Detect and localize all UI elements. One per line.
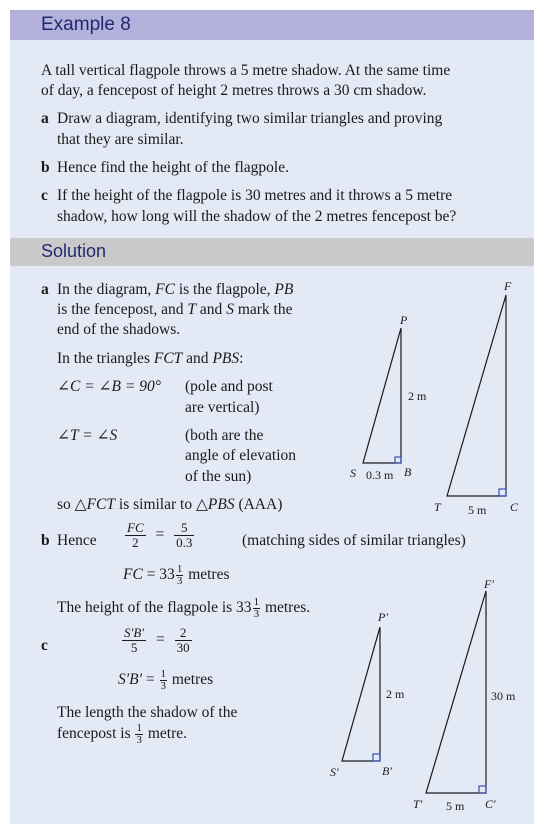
part-c-text-line2: shadow, how long will the shadow of the 2 metres fencepost be? — [57, 208, 457, 225]
part-c-letter: c — [41, 187, 48, 204]
flagpole-height-conclusion: The height of the flagpole is 33 $\frac{1}{3}$ metres. — [57, 596, 311, 620]
angle-note-2-line2: angle of elevation — [185, 447, 297, 464]
angle-note-1-line2: are vertical) — [185, 399, 260, 416]
label-t-prime: T′ — [413, 797, 423, 811]
label-fencepost-height: 2 m — [408, 389, 427, 403]
label-flagpole-shadow-2: 5 m — [446, 799, 465, 813]
shadow-conclusion-line1: The length the shadow of the — [57, 704, 238, 721]
angle-equation-1: ∠C = ∠B = 90° — [57, 378, 161, 395]
question-intro-line1: A tall vertical flagpole throws a 5 metre shadow. At the same time — [41, 62, 451, 79]
right-angle-marker-b — [395, 457, 401, 463]
part-a-letter: a — [41, 110, 49, 127]
solution-a-letter: a — [41, 281, 49, 298]
label-b-prime: B′ — [382, 764, 392, 778]
part-a-text-line2: that they are similar. — [57, 131, 184, 148]
ratio-note: (matching sides of similar triangles) — [242, 532, 466, 549]
label-f: F — [504, 279, 512, 293]
angle-note-2-line3: of the sun) — [185, 468, 252, 485]
triangle-fct — [447, 295, 506, 496]
part-b-text: Hence find the height of the flagpole. — [57, 159, 289, 176]
angle-note-2-line1: (both are the — [185, 427, 264, 444]
right-angle-marker-b-prime — [373, 754, 380, 761]
similarity-conclusion: so △FCT is similar to △PBS (AAA) — [57, 496, 283, 513]
label-s-prime: S′ — [330, 765, 339, 779]
solution-a-line3: end of the shadows. — [57, 321, 181, 338]
label-fencepost-height-2: 2 m — [386, 687, 405, 701]
label-p-prime: P′ — [378, 610, 388, 624]
label-fencepost-shadow: 0.3 m — [366, 468, 394, 482]
solution-a-line2: is the fencepost, and T and S mark the — [57, 301, 293, 318]
triangle-p-b-s-prime — [342, 627, 380, 761]
solution-b-hence: Hence — [57, 532, 97, 549]
part-a-text-line1: Draw a diagram, identifying two similar triangles and proving — [57, 110, 443, 127]
part-b-letter: b — [41, 159, 50, 176]
label-t: T — [434, 500, 441, 514]
ratio-equation-b: $\frac{FC}{2}$ = $\frac{5}{0.3}$ — [127, 520, 193, 550]
label-flagpole-height-2: 30 m — [491, 689, 516, 703]
example-title: Example 8 — [41, 14, 131, 35]
label-b: B — [404, 465, 412, 479]
ratio-equation-c: $\frac{S'B'}{5}$ = $\frac{2}{30}$ — [124, 625, 190, 655]
part-c-text-line1: If the height of the flagpole is 30 metres and it throws a 5 metre — [57, 187, 453, 204]
solution-a-line4: In the triangles FCT and PBS: — [57, 350, 244, 367]
diagram-2 — [342, 591, 486, 793]
flagpole-height-result: FC = 33 $\frac{1}{3}$ metres — [123, 563, 230, 587]
right-angle-marker-c — [499, 489, 506, 496]
label-f-prime: F′ — [484, 577, 494, 591]
triangle-pbs — [363, 328, 401, 463]
triangle-f-c-t-prime — [426, 591, 486, 793]
angle-equation-2: ∠T = ∠S — [57, 427, 118, 444]
label-c: C — [510, 500, 519, 514]
label-c-prime: C′ — [485, 797, 496, 811]
solution-title: Solution — [41, 241, 107, 261]
right-angle-marker-c-prime — [479, 786, 486, 793]
question-intro-line2: of day, a fencepost of height 2 metres throws a 30 cm shadow. — [41, 82, 427, 99]
diagram-1 — [363, 295, 506, 496]
label-s: S — [350, 466, 356, 480]
solution-b-letter: b — [41, 532, 50, 549]
label-flagpole-shadow: 5 m — [468, 503, 487, 517]
angle-note-1-line1: (pole and post — [185, 378, 273, 395]
solution-c-letter: c — [41, 637, 48, 654]
solution-a-line1: In the diagram, FC is the flagpole, PB — [57, 281, 294, 298]
shadow-conclusion-line2: fencepost is $\frac{1}{3}$ metre. — [57, 722, 188, 746]
shadow-length-result: S′B′ = $\frac{1}{3}$ metres — [118, 668, 214, 692]
label-p: P — [400, 313, 408, 327]
